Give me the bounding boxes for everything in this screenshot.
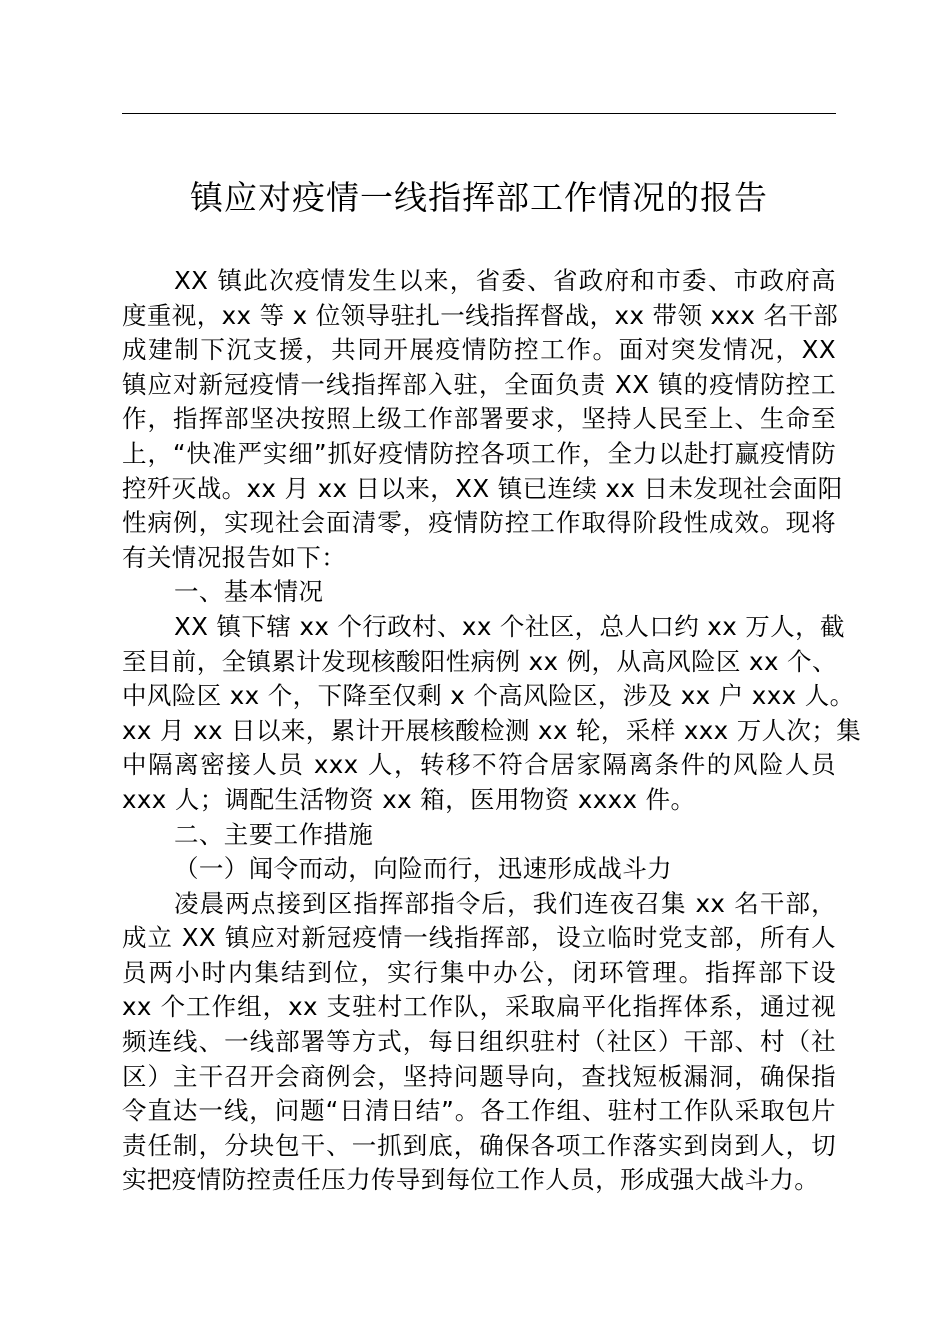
- body-line: 作，指挥部坚决按照上级工作部署要求，坚持人民至上、生命至: [122, 404, 836, 434]
- body-line: xx 个工作组，xx 支驻村工作队，采取扁平化指挥体系，通过视: [122, 992, 836, 1022]
- body-line: xxx 人；调配生活物资 xx 箱，医用物资 xxxx 件。: [122, 784, 696, 814]
- body-line: 一、基本情况: [174, 577, 324, 607]
- body-line: 上，“快准严实细”抓好疫情防控各项工作，全力以赴打赢疫情防: [122, 438, 836, 468]
- body-line: XX 镇下辖 xx 个行政村、xx 个社区，总人口约 xx 万人，截: [174, 611, 845, 641]
- body-line: 成建制下沉支援，共同开展疫情防控工作。面对突发情况，XX: [122, 335, 836, 365]
- header-rule: [122, 113, 836, 114]
- body-line: 有关情况报告如下：: [122, 542, 347, 572]
- body-line: 成立 XX 镇应对新冠疫情一线指挥部，设立临时党支部，所有人: [122, 923, 836, 953]
- body-line: 区）主干召开会商例会，坚持问题导向，查找短板漏洞，确保指: [122, 1061, 836, 1091]
- body-line: xx 月 xx 日以来，累计开展核酸检测 xx 轮，采样 xxx 万人次；集: [122, 715, 862, 745]
- body-line: 镇应对新冠疫情一线指挥部入驻，全面负责 XX 镇的疫情防控工: [122, 369, 836, 399]
- body-line: 度重视，xx 等 x 位领导驻扎一线指挥督战，xx 带领 xxx 名干部: [122, 300, 839, 330]
- body-line: 责任制，分块包干、一抓到底，确保各项工作落实到岗到人，切: [122, 1130, 836, 1160]
- body-line: XX 镇此次疫情发生以来，省委、省政府和市委、市政府高: [174, 266, 836, 295]
- body-line: 员两小时内集结到位，实行集中办公，闭环管理。指挥部下设: [122, 957, 836, 987]
- body-line: 中风险区 xx 个，下降至仅剩 x 个高风险区，涉及 xx 户 xxx 人。: [122, 681, 855, 711]
- body-line: 凌晨两点接到区指挥部指令后，我们连夜召集 xx 名干部，: [174, 888, 836, 918]
- body-line: 实把疫情防控责任压力传导到每位工作人员，形成强大战斗力。: [122, 1165, 820, 1195]
- document-body: [122, 264, 862, 1198]
- document-title: 镇应对疫情一线指挥部工作情况的报告: [190, 178, 768, 217]
- body-line: 二、主要工作措施: [174, 819, 374, 849]
- body-line: 频连线、一线部署等方式，每日组织驻村（社区）干部、村（社: [122, 1027, 836, 1057]
- body-line: 令直达一线，问题“日清日结”。各工作组、驻村工作队采取包片: [122, 1096, 836, 1126]
- body-line: 至目前，全镇累计发现核酸阳性病例 xx 例，从高风险区 xx 个、: [122, 646, 837, 676]
- body-line: 控歼灭战。xx 月 xx 日以来，XX 镇已连续 xx 日未发现社会面阳: [122, 473, 843, 503]
- body-line: 性病例，实现社会面清零，疫情防控工作取得阶段性成效。现将: [122, 508, 836, 538]
- body-line: 中隔离密接人员 xxx 人，转移不符合居家隔离条件的风险人员: [122, 750, 836, 780]
- body-line: （一）闻令而动，向险而行，迅速形成战斗力: [174, 854, 672, 884]
